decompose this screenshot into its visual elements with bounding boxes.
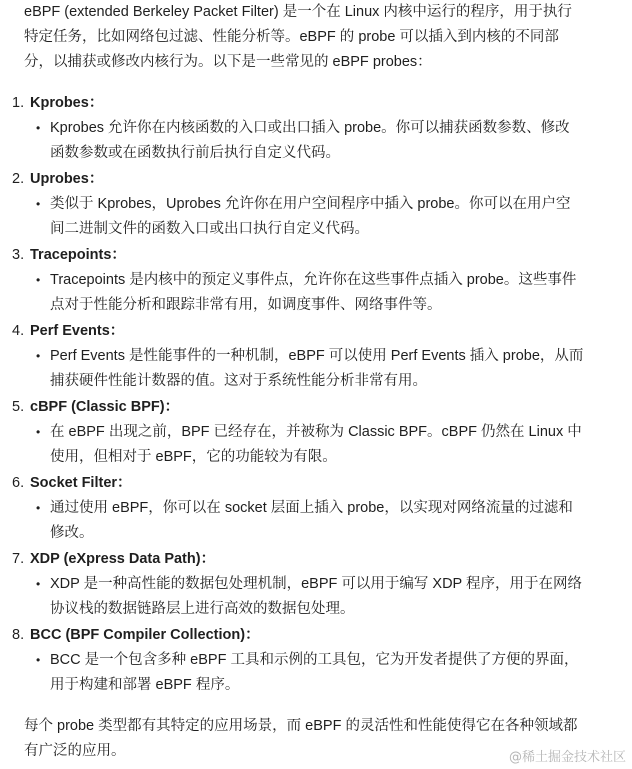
probe-detail bbox=[24, 268, 584, 318]
probe-title: Tracepoints bbox=[30, 247, 112, 263]
answer-content bbox=[12, 0, 584, 764]
probe-heading bbox=[12, 319, 584, 344]
probe-colon: ： bbox=[88, 95, 104, 111]
probe-colon: ： bbox=[200, 551, 216, 567]
list-item bbox=[12, 91, 584, 166]
probe-heading bbox=[12, 623, 584, 648]
bullet-icon: • bbox=[36, 653, 41, 667]
probe-detail bbox=[24, 344, 584, 394]
intro-paragraph: eBPF (extended Berkeley Packet Filter) 是一个在 Linux 内核中运行的程序，用于执行特定任务，比如网络包过滤、性能分析等。eBPF 的 probe 可以插入到内核的不同部分，以捕获或修改内核行为。以下是一些常见的 eBPF probes： bbox=[24, 4, 572, 70]
list-item bbox=[12, 471, 584, 546]
list-item bbox=[12, 243, 584, 318]
probe-title: Perf Events bbox=[30, 323, 110, 339]
probe-heading bbox=[12, 167, 584, 192]
probe-heading bbox=[12, 395, 584, 420]
probe-detail bbox=[24, 648, 584, 698]
probe-details bbox=[24, 192, 584, 242]
list-number: 3. bbox=[12, 247, 25, 263]
probe-colon: ： bbox=[109, 323, 125, 339]
probe-detail-text: Kprobes 允许你在内核函数的入口或出口插入 probe。你可以捕获函数参数、修改函数参数或在函数执行前后执行自定义代码。 bbox=[50, 120, 570, 161]
probe-detail bbox=[24, 192, 584, 242]
probe-detail-text: BCC 是一个包含多种 eBPF 工具和示例的工具包，它为开发者提供了方便的界面，用于构建和部署 eBPF 程序。 bbox=[50, 652, 579, 693]
bullet-icon: • bbox=[36, 349, 41, 363]
probe-details bbox=[24, 496, 584, 546]
probe-title: Socket Filter bbox=[30, 475, 118, 491]
list-item bbox=[12, 319, 584, 394]
probe-title: cBPF (Classic BPF) bbox=[30, 399, 165, 415]
probe-detail bbox=[24, 496, 584, 546]
probe-details bbox=[24, 648, 584, 698]
probe-title: Uprobes bbox=[30, 171, 89, 187]
probe-heading bbox=[12, 471, 584, 496]
probe-detail bbox=[24, 116, 584, 166]
probe-colon: ： bbox=[88, 171, 104, 187]
probe-detail-text: XDP 是一种高性能的数据包处理机制，eBPF 可以用于编写 XDP 程序，用于在网络协议栈的数据链路层上进行高效的数据包处理。 bbox=[50, 576, 582, 617]
probe-title: XDP (eXpress Data Path) bbox=[30, 551, 201, 567]
list-item bbox=[12, 623, 584, 698]
list-item bbox=[12, 167, 584, 242]
probe-title: Kprobes bbox=[30, 95, 89, 111]
bullet-icon: • bbox=[36, 197, 41, 211]
probe-list bbox=[12, 91, 584, 698]
probe-heading bbox=[12, 243, 584, 268]
bullet-icon: • bbox=[36, 425, 41, 439]
list-number: 1. bbox=[12, 95, 25, 111]
probe-heading bbox=[12, 91, 584, 116]
bullet-icon: • bbox=[36, 577, 41, 591]
list-item bbox=[12, 395, 584, 470]
probe-detail bbox=[24, 572, 584, 622]
probe-colon: ： bbox=[111, 247, 126, 263]
probe-colon: ： bbox=[164, 399, 180, 415]
probe-details bbox=[24, 420, 584, 470]
bullet-icon: • bbox=[36, 501, 41, 515]
probe-detail-text: 在 eBPF 出现之前，BPF 已经存在，并被称为 Classic BPF。cBPF 仍然在 Linux 中使用，但相对于 eBPF，它的功能较为有限。 bbox=[50, 424, 582, 465]
probe-details bbox=[24, 116, 584, 166]
bullet-icon: • bbox=[36, 121, 41, 135]
list-item bbox=[12, 547, 584, 622]
probe-details bbox=[24, 268, 584, 318]
probe-colon: ： bbox=[245, 627, 260, 643]
bullet-icon: • bbox=[36, 273, 41, 287]
probe-detail-text: Tracepoints 是内核中的预定义事件点，允许你在这些事件点插入 probe。这些事件点对于性能分析和跟踪非常有用，如调度事件、网络事件等。 bbox=[50, 272, 577, 313]
list-number: 7. bbox=[12, 551, 25, 567]
probe-details bbox=[24, 572, 584, 622]
probe-colon: ： bbox=[117, 475, 132, 491]
probe-detail bbox=[24, 420, 584, 470]
list-number: 4. bbox=[12, 323, 25, 339]
probe-detail-text: 类似于 Kprobes，Uprobes 允许你在用户空间程序中插入 probe。你可以在用户空间二进制文件的函数入口或出口执行自定义代码。 bbox=[50, 196, 571, 237]
probe-title: BCC (BPF Compiler Collection) bbox=[30, 627, 246, 643]
watermark-text: @稀土掘金技术社区 bbox=[508, 750, 626, 765]
outro-paragraph: 每个 probe 类型都有其特定的应用场景，而 eBPF 的灵活性和性能使得它在各种领域都有广泛的应用。 bbox=[24, 718, 578, 759]
probe-heading bbox=[12, 547, 584, 572]
list-number: 2. bbox=[12, 171, 25, 187]
list-number: 5. bbox=[12, 399, 25, 415]
list-number: 6. bbox=[12, 475, 25, 491]
probe-detail-text: Perf Events 是性能事件的一种机制，eBPF 可以使用 Perf Events 插入 probe，从而捕获硬件性能计数器的值。这对于系统性能分析非常有用。 bbox=[50, 348, 584, 389]
list-number: 8. bbox=[12, 627, 25, 643]
probe-detail-text: 通过使用 eBPF，你可以在 socket 层面上插入 probe，以实现对网络流量的过滤和修改。 bbox=[50, 500, 573, 541]
probe-details bbox=[24, 344, 584, 394]
